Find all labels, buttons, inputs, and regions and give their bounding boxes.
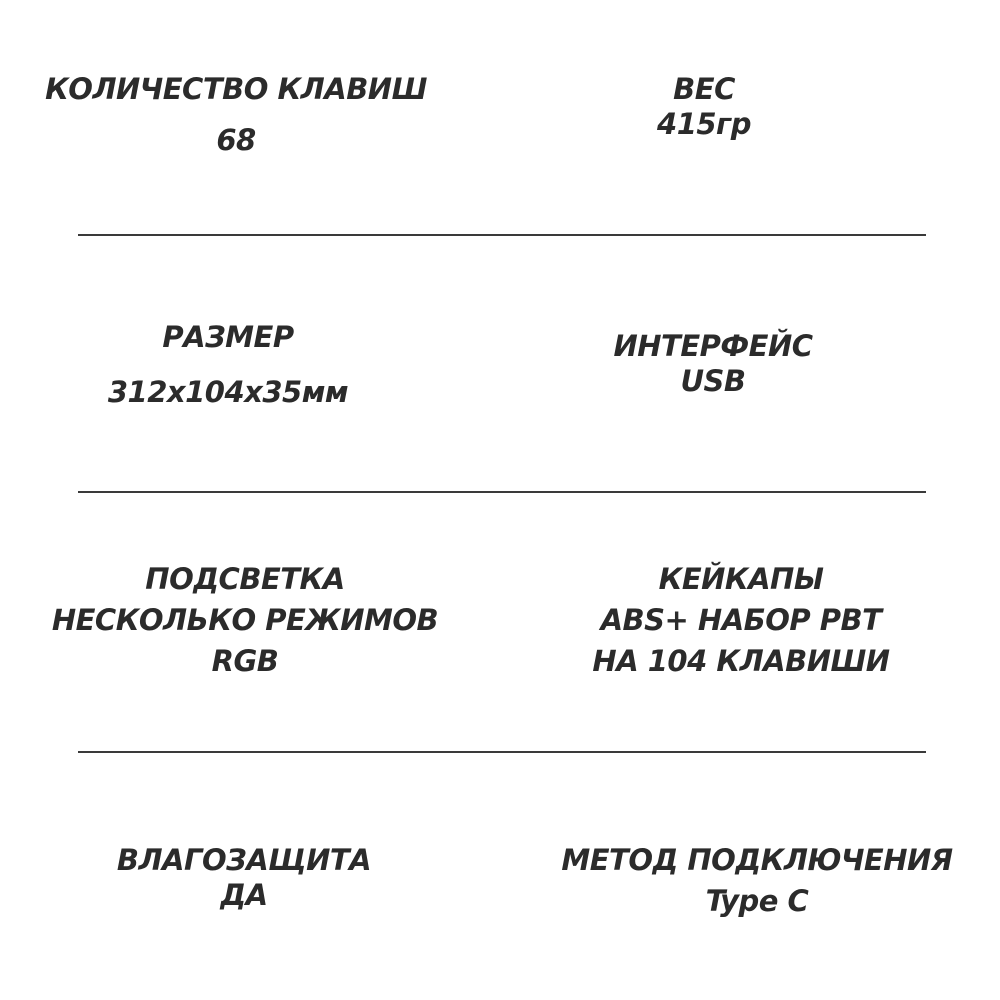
spec-label: МЕТОД ПОДКЛЮЧЕНИЯ	[561, 843, 953, 877]
spec-label: ИНТЕРФЕЙС	[613, 329, 813, 363]
spec-label: ВЛАГОЗАЩИТА	[116, 843, 372, 877]
spec-keycaps	[592, 562, 889, 678]
spec-value: 312x104x35мм	[107, 374, 349, 409]
spec-value: Type C	[705, 883, 809, 918]
spec-value: 68	[216, 122, 256, 157]
spec-value: ABS+ НАБОР PBT	[600, 602, 882, 637]
spec-size	[108, 320, 348, 410]
spec-label: КЕЙКАПЫ	[658, 562, 824, 596]
divider	[78, 751, 926, 753]
spec-keys-count	[45, 72, 427, 158]
spec-backlight	[52, 562, 438, 678]
spec-connection	[561, 843, 952, 919]
spec-value: 415гр	[657, 106, 751, 141]
divider	[78, 491, 926, 493]
spec-value: НА 104 КЛАВИШИ	[592, 643, 890, 678]
spec-value: НЕСКОЛЬКО РЕЖИМОВ	[51, 602, 439, 637]
spec-label: РАЗМЕР	[162, 320, 294, 354]
spec-value: RGB	[211, 643, 279, 678]
spec-interface	[613, 329, 812, 399]
spec-label: КОЛИЧЕСТВО КЛАВИШ	[45, 72, 427, 106]
spec-value: ДА	[220, 877, 268, 912]
spec-weight	[657, 72, 751, 142]
spec-value: USB	[680, 363, 746, 398]
spec-water-protection	[117, 843, 371, 913]
spec-label: ПОДСВЕТКА	[145, 562, 345, 596]
divider	[78, 234, 926, 236]
spec-label: ВЕС	[673, 72, 735, 106]
